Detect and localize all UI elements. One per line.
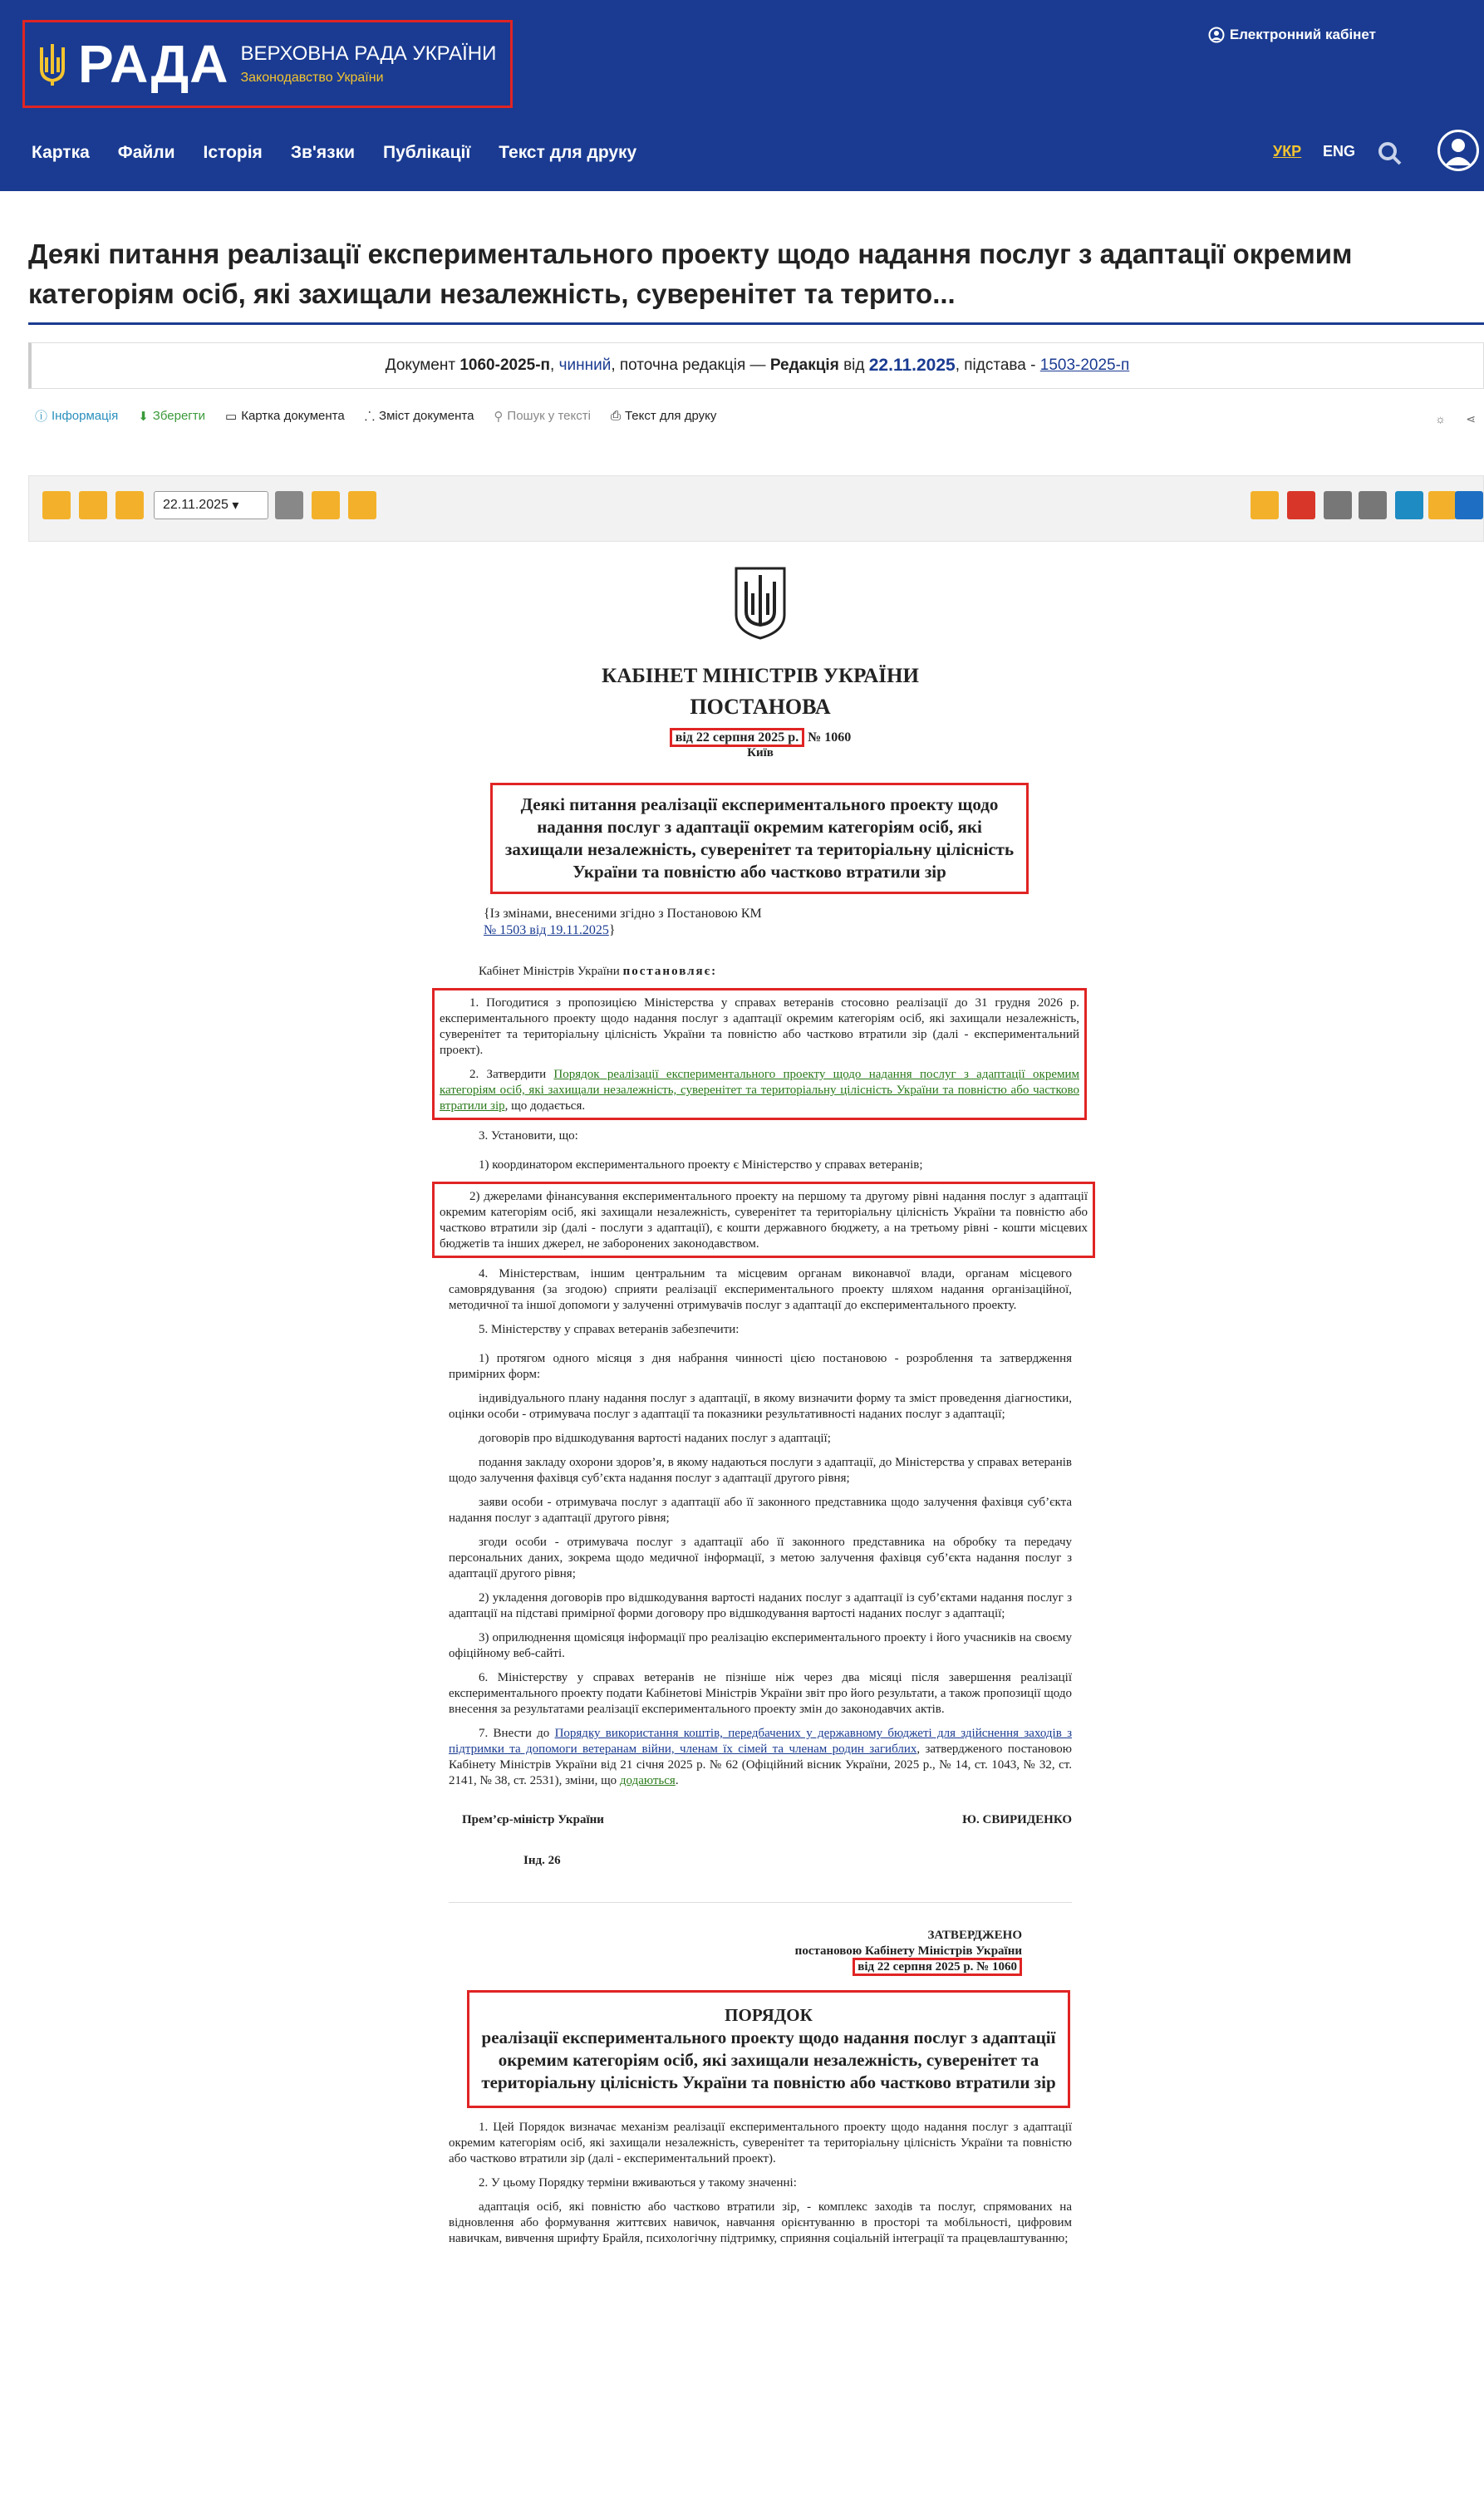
pm-name: Ю. СВИРИДЕНКО: [962, 1813, 1072, 1826]
nav-card[interactable]: Картка: [32, 143, 90, 162]
toolbar-print-icon[interactable]: [1455, 491, 1483, 519]
tool-card[interactable]: ▭ Картка документа: [225, 409, 345, 424]
index-number: Інд. 26: [523, 1854, 561, 1867]
user-circle-icon: [1208, 27, 1225, 43]
site-logo[interactable]: [22, 20, 513, 108]
para-6: 6. Міністерству у справах ветеранів не пізніше ніж через два місяці після завершення реалізації експериментального проекту подати Кабінетові Міністрів України звіт про його результати, а також пропозиції щодо внесення за результатами реалізації експериментального проекту змін до законодавчих актів.: [449, 1671, 1072, 1716]
tool-save[interactable]: ⬇ Зберегти: [138, 409, 206, 424]
para-5-3: 3) оприлюднення щомісяця інформації про реалізацію експериментального проекту і його учасників на своєму офіційному веб-сайті.: [449, 1631, 1072, 1660]
toolbar-comments-icon[interactable]: [1324, 491, 1352, 519]
issuer: КАБІНЕТ МІНІСТРІВ УКРАЇНИ: [602, 665, 919, 687]
signature: [449, 1812, 1072, 1828]
share-icon[interactable]: ⋖: [1466, 412, 1476, 425]
para-1: 1. Погодитися з пропозицією Міністерства у справах ветеранів стосовно реалізації до 31 грудня 2026 р. експериментального проекту щодо надання послуг з адаптації окремим категоріям осіб, які захищали незалежність, суверенітет та територіальну цілісність України та повністю або частково втратили зір (далі - експериментальний проект).: [440, 996, 1079, 1057]
user-avatar-icon[interactable]: [1437, 130, 1479, 171]
para-5: 5. Міністерству у справах ветеранів забезпечити:: [479, 1323, 740, 1336]
basis-link[interactable]: 1503-2025-п: [1039, 356, 1130, 374]
sun-icon[interactable]: ☼: [1435, 412, 1446, 425]
tool-print[interactable]: ⎙ Текст для друку: [610, 409, 717, 423]
doc-tools: [35, 407, 716, 425]
tool-search[interactable]: ⚲ Пошук у тексті: [494, 409, 591, 424]
procedure-link[interactable]: Порядку використання коштів, передбачених у державному бюджеті для здійснення заходів з підтримки та допомоги ветеранам війни, членам їх сімей та членам родин загиблих: [449, 1727, 1073, 1756]
logo-subtitle: Законодавство України: [240, 71, 384, 85]
redaction-date: 22.11.2025: [868, 356, 956, 375]
trident-icon: [35, 41, 70, 87]
para-5-1b: договорів про відшкодування вартості наданих послуг з адаптації;: [479, 1432, 831, 1445]
search-icon[interactable]: [1378, 141, 1403, 166]
para-3: 3. Установити, що:: [479, 1129, 578, 1143]
highlight-2: [432, 1182, 1095, 1258]
search-small-icon: ⚲: [494, 409, 504, 424]
changes-link[interactable]: № 1503 від 19.11.2025: [484, 923, 609, 937]
printer-icon: ⎙: [610, 409, 621, 423]
para-5-1e: згоди особи - отримувача послуг з адаптації або її законного представника на обробку та передачу персональних даних, зокрема щодо медичної інформації, з метою залучення фахівця суб’єкта надання послуг з адаптації другого рівня;: [449, 1536, 1072, 1580]
title-divider: [28, 322, 1484, 325]
procedure-para-2-1: адаптація осіб, які повністю або частково втратили зір, - комплекс заходів та послуг, спрямованих на відновлення або формування життєвих навичок, навчання орієнтуванню в просторі та мобільності, цифровим навичкам, вивчення шрифту Брайля, психологічну підтримку, сприяння соціальній інтеграції та працевлаштуванню;: [449, 2200, 1072, 2245]
document-infobar: Документ 1060-2025-п , чинний , поточна редакція — Редакція від 22.11.2025 , підстава - 1503-2025-п: [28, 342, 1484, 389]
toolbar-file-icon[interactable]: [42, 491, 71, 519]
pm-title: Прем’єр-міністр України: [462, 1813, 604, 1826]
nav-publications[interactable]: Публікації: [382, 143, 471, 162]
folder-icon: ▭: [225, 409, 238, 424]
para-5-2: 2) укладення договорів про відшкодування вартості наданих послуг з адаптації із суб’єктами надання послуг з адаптації на підставі примірної форми договору про відшкодування вартості наданих послуг з адаптації;: [449, 1591, 1072, 1620]
document-body: [440, 565, 1088, 2247]
toolbar-history-icon[interactable]: [115, 491, 144, 519]
doc-city: Київ: [747, 746, 774, 759]
tool-contents[interactable]: ⸫ Зміст документа: [364, 409, 474, 424]
page-title: Деякі питання реалізації експериментального проекту щодо надання послуг з адаптації окремим категоріям осіб, які захищали незалежність, суверенітет та терито...: [28, 238, 1353, 309]
toolbar-text-icon[interactable]: [312, 491, 340, 519]
main-nav: [32, 143, 636, 163]
emblem-icon: [731, 565, 789, 640]
procedure-para-2: 2. У цьому Порядку терміни вживаються у такому значенні:: [479, 2176, 797, 2190]
logo-title: ВЕРХОВНА РАДА УКРАЇНИ: [240, 42, 497, 65]
toolbar-check-icon[interactable]: [1428, 491, 1457, 519]
para-3-2: 2) джерелами фінансування експериментального проекту на першому та другому рівні надання послуг з адаптації окремим категоріям осіб, які захищали незалежність, суверенітет та територіальну цілісність України та повністю або частково втратили зір (далі - послуги з адаптації), є кошти державного бюджету, а на третьому рівні - кошти місцевих бюджетів та інших джерел, не заборонених законодавством.: [440, 1190, 1088, 1251]
nav-history[interactable]: Історія: [203, 143, 263, 162]
toolbar-scales-icon[interactable]: [1359, 491, 1387, 519]
nav-print[interactable]: Текст для друку: [499, 143, 637, 162]
para-2: 2. Затвердити Порядок реалізації експериментального проекту щодо надання послуг з адаптації окремим категоріям осіб, які захищали незалежність, суверенітет та територіальну цілісність України та повністю або частково втратили зір, що додається.: [440, 1068, 1079, 1113]
para-7: 7. Внести до Порядку використання коштів, передбачених у державному бюджеті для здійснення заходів з підтримки та допомоги ветеранам війни, членам їх сімей та членам родин загиблих, затвердженого постановою Кабінету Міністрів України від 21 січня 2025 р. № 62 (Офіційний вісник України, 2025 р., № 14, ст. 1043, № 32, ст. 2141, № 38, ст. 2531), зміни, що додаються.: [449, 1727, 1073, 1787]
changes-note: {Із змінами, внесеними згідно з Постановою КМ № 1503 від 19.11.2025}: [484, 907, 762, 937]
redaction-date-select[interactable]: 22.11.2025 ▾: [154, 491, 268, 519]
approved-date: від 22 серпня 2025 р. № 1060: [853, 1958, 1022, 1976]
toolbar-bookmark-icon[interactable]: [79, 491, 107, 519]
toolbar-paragraph-icon[interactable]: [1287, 491, 1315, 519]
lang-ukr[interactable]: УКР: [1273, 143, 1302, 160]
para-5-1d: заяви особи - отримувача послуг з адаптації або її законного представника щодо залучення фахівця суб’єкта надання послуг з адаптації другого рівня;: [449, 1496, 1072, 1525]
toolbar-search-icon[interactable]: [1395, 491, 1423, 519]
sitemap-icon: ⸫: [364, 409, 376, 424]
doc-number: 1060-2025-п: [459, 356, 551, 374]
doc-type: ПОСТАНОВА: [690, 695, 831, 719]
lang-eng[interactable]: ENG: [1323, 143, 1356, 160]
logo-rada: РАДА: [78, 34, 229, 94]
procedure-title: ПОРЯДОК реалізації експериментального проекту щодо надання послуг з адаптації окремим категоріям осіб, які захищали незалежність, суверенітет та територіальну цілісність України та повністю або частково втратили зір: [467, 1990, 1070, 2108]
changes-annex-link[interactable]: додаються: [619, 1774, 676, 1787]
download-icon: ⬇: [138, 409, 149, 424]
doc-date: від 22 серпня 2025 р.: [670, 728, 804, 747]
para-5-1a: індивідуального плану надання послуг з адаптації, в якому визначити форму та зміст проведення діагностики, оцінки особи - отримувача послуг з адаптації та показники результативності наданих послуг з адаптації;: [449, 1392, 1072, 1421]
tool-info[interactable]: ⓘ Інформація: [35, 409, 119, 424]
para-5-1c: подання закладу охорони здоров’я, в якому надаються послуги з адаптації, до Міністерства у справах ветеранів щодо залучення фахівця суб’єкта надання послуг з адаптації другого рівня;: [449, 1456, 1072, 1485]
doc-toolbar: [28, 475, 1484, 542]
nav-links[interactable]: Зв'язки: [290, 143, 355, 162]
para-4: 4. Міністерствам, іншим центральним та місцевим органам виконавчої влади, органам місцевого самоврядування (за згодою) сприяти реалізації експериментального проекту шляхом надання організаційної, методичної та іншої допомоги у залученні отримувачів послуг з адаптації до експериментального проекту.: [449, 1267, 1072, 1312]
nav-files[interactable]: Файли: [117, 143, 175, 162]
toolbar-compare-icon[interactable]: [275, 491, 303, 519]
highlight-1: [432, 988, 1087, 1120]
approved-block: ЗАТВЕРДЖЕНО постановою Кабінету Міністрів України від 22 серпня 2025 р. № 1060: [449, 1928, 1022, 1975]
para-5-1: 1) протягом одного місяця з дня набрання чинності цією постановою - розроблення та затвердження примірних форм:: [449, 1352, 1072, 1381]
section-divider: [449, 1902, 1072, 1903]
order-link[interactable]: Порядок реалізації експериментального проекту щодо надання послуг з адаптації окремим категоріям осіб, які захищали незалежність, суверенітет та територіальну цілісність України та повністю або частково втратили зір: [440, 1068, 1079, 1113]
doc-date-line: [449, 730, 1072, 745]
cabinet-link[interactable]: Електронний кабінет: [1208, 27, 1376, 43]
doc-num: № 1060: [808, 730, 852, 745]
site-header: [0, 0, 1484, 191]
para-3-1: 1) координатором експериментального проекту є Міністерство у справах ветеранів;: [479, 1158, 923, 1172]
info-icon: ⓘ: [35, 410, 48, 424]
procedure-para-1: 1. Цей Порядок визначає механізм реалізації експериментального проекту щодо надання послуг з адаптації окремим категоріям осіб, які захищали незалежність, суверенітет та територіальну цілісність України та повністю або частково втратили зір (далі - експериментальний проект).: [449, 2121, 1072, 2165]
toolbar-link-icon[interactable]: [348, 491, 376, 519]
doc-status[interactable]: чинний: [558, 356, 612, 374]
intro: Кабінет Міністрів України постановляє:: [479, 965, 718, 978]
doc-title: Деякі питання реалізації експериментального проекту щодо надання послуг з адаптації окремим категоріям осіб, які захищали незалежність, суверенітет та територіальну цілісність України та повністю або частково втратили зір: [490, 783, 1029, 894]
toolbar-copy-icon[interactable]: [1251, 491, 1279, 519]
